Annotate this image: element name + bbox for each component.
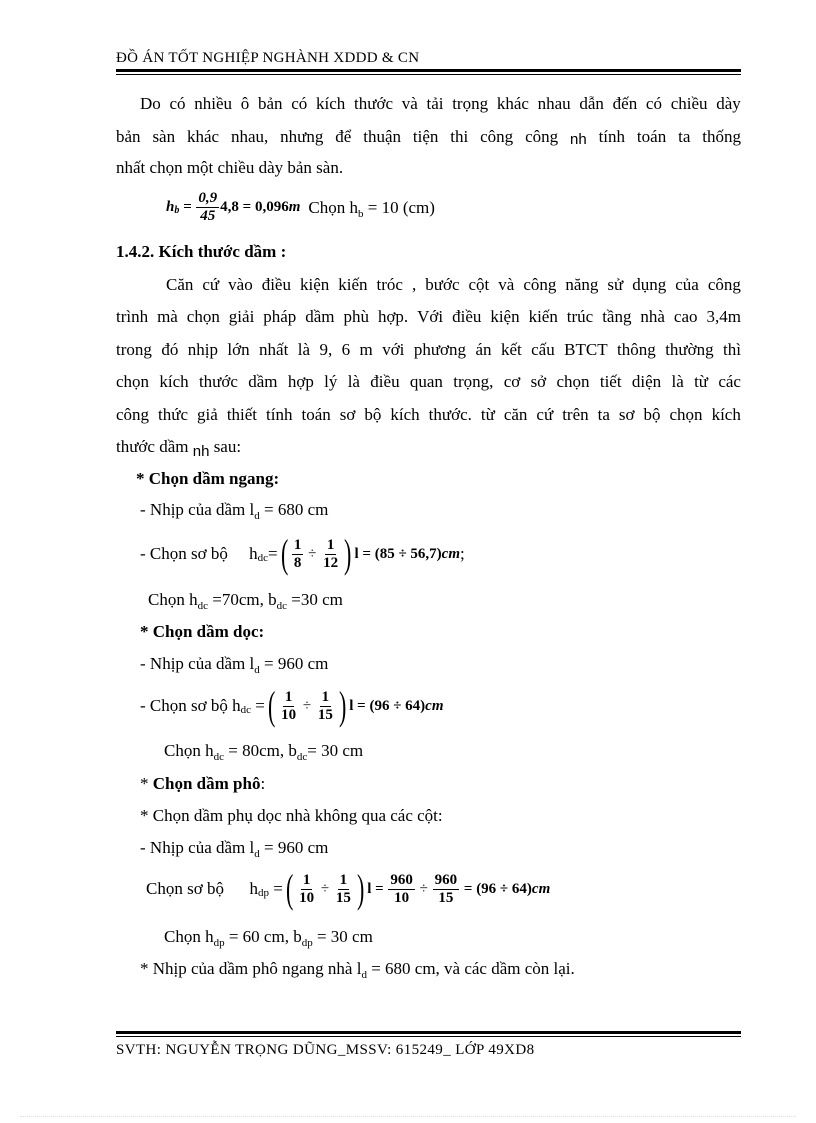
pho-heading: * Chọn dầm phô:	[140, 774, 266, 793]
beam-line-4	[116, 372, 741, 392]
beam-line-6: thước dầm nh sau:	[116, 437, 242, 460]
word: chọn	[556, 372, 590, 391]
word: Căn	[166, 275, 194, 294]
word: ta	[597, 405, 610, 424]
word: và	[498, 275, 515, 294]
word: trọng,	[453, 372, 494, 391]
word: công	[523, 275, 557, 294]
word: có	[291, 94, 308, 113]
word: cột	[468, 275, 490, 294]
word: thiết	[226, 405, 258, 424]
word: công	[480, 127, 514, 146]
doc-formula: - Chọn sơ bộ h dc = ( $\frac{1}{10}$ ÷ $\frac{1}{15}$ ) l = (96 ÷ 64) cm	[140, 683, 444, 728]
word: phù	[343, 307, 369, 326]
word: điều	[452, 307, 482, 326]
word: công	[707, 275, 741, 294]
word: chọn	[186, 307, 220, 326]
word: tính	[598, 127, 626, 146]
word: thường	[665, 340, 714, 359]
section-heading: 1.4.2. Kích thước dầm :	[116, 242, 287, 261]
word: căn	[503, 405, 528, 424]
intro-line-1	[140, 94, 741, 114]
word: 3,4m	[706, 307, 741, 326]
word: bộ	[364, 405, 382, 424]
word: sử	[607, 275, 624, 294]
word: trên	[562, 405, 589, 424]
word: 9,	[319, 340, 333, 359]
word: dầm	[305, 307, 335, 326]
doc-span: - Nhịp của dầm $l_d = 960$ cm	[140, 654, 329, 676]
footer-rule-thick	[116, 1031, 741, 1034]
word: thông	[617, 340, 656, 359]
beam-line-2	[116, 307, 741, 327]
word: cơ	[503, 372, 521, 391]
slab-formula-expression: h b = $\frac{0,9}{45}$ 4,8 = 0,096 m	[166, 190, 301, 224]
word: thước	[354, 94, 393, 113]
word: các	[718, 372, 741, 391]
word: dày	[716, 94, 741, 113]
word: có	[169, 94, 186, 113]
word: cứ	[202, 275, 220, 294]
word: bản	[116, 127, 141, 146]
word: trình	[116, 307, 149, 326]
doc-expression: ( $\frac{1}{10}$ ÷ $\frac{1}{15}$ ) l = (96 ÷ 64) cm	[267, 683, 444, 728]
word: ô	[240, 94, 250, 113]
pho-expression: ( $\frac{1}{10}$ ÷ $\frac{1}{15}$ ) l = $\frac{960}{10}$ ÷ $\frac{960}{15}$ = (96 ÷ 64) cm	[285, 866, 551, 911]
word: pháp	[263, 307, 297, 326]
word: cứ	[536, 405, 554, 424]
word: sơ	[339, 405, 356, 424]
word: tầng	[602, 307, 632, 326]
word: đó	[161, 340, 179, 359]
word: chọn	[669, 405, 703, 424]
word: nhau,	[230, 127, 269, 146]
word: thuận	[363, 127, 401, 146]
word: bản	[257, 94, 283, 113]
page-header: ĐỒ ÁN TỐT NGHIỆP NGHÀNH XDDD & CN	[116, 50, 420, 66]
word: năng	[565, 275, 599, 294]
pho-subheading: * Chọn dầm phụ dọc nhà không qua các cột:	[140, 806, 443, 825]
word: dầm	[248, 372, 278, 391]
intro-line-3: nhất chọn một chiều dày bản sàn.	[116, 158, 344, 177]
ngang-formula: - Chọn sơ bộ h dc = ( $\frac{1}{8}$ ÷ $\frac{1}{12}$ ) l = (85 ÷ 56,7) cm ;	[140, 531, 465, 576]
word: điều	[370, 372, 400, 391]
page-footer: SVTH: NGUYỄN TRỌNG DŨNG_MSSV: 615249_ LỚP 49XD8	[116, 1042, 535, 1058]
word: có	[645, 94, 662, 113]
word: kích	[316, 94, 346, 113]
word: thức	[158, 405, 189, 424]
word: toán	[301, 405, 331, 424]
header-rule-thick	[116, 69, 741, 72]
word: nh	[570, 131, 587, 148]
word: dụng	[632, 275, 667, 294]
word: kích	[390, 405, 420, 424]
word: lý	[324, 372, 338, 391]
word: án	[475, 340, 492, 359]
word: 6	[341, 340, 351, 359]
word: tróc	[376, 275, 403, 294]
word: tiện	[412, 127, 439, 146]
word: là	[297, 340, 311, 359]
word: dẫn	[579, 94, 604, 113]
beam-line-5	[116, 405, 741, 425]
word: sơ	[618, 405, 635, 424]
pho-span: - Nhịp của dầm $l_d = 960$ cm	[140, 838, 329, 860]
word: giải	[228, 307, 255, 326]
word: là	[671, 372, 684, 391]
slab-formula	[166, 190, 435, 225]
word: nhịp	[187, 340, 218, 359]
word: Với	[417, 307, 444, 326]
word: bộ	[643, 405, 661, 424]
word: phương	[413, 340, 467, 359]
word: kích	[711, 405, 741, 424]
word: nhất	[259, 340, 289, 359]
word: thước	[198, 372, 238, 391]
word: trọng	[452, 94, 489, 113]
word: tiết	[599, 372, 622, 391]
pho-formula: Chọn sơ bộ h dp = ( $\frac{1}{10}$ ÷ $\frac{1}{15}$ ) l = $\frac{960}{10}$ ÷ $\frac{960}{15}$ = (96 ÷ 64) cm	[146, 866, 551, 911]
word: thước.	[428, 405, 472, 424]
ngang-choice: Chọn $h_{dc} =70cm$, $b_{dc} =30$ cm	[148, 590, 343, 612]
word: sở	[530, 372, 547, 391]
word: kiện	[490, 307, 520, 326]
word: diện	[631, 372, 662, 391]
pho-choice: Chọn $h_{dp} = 60$ cm, $b_{dp} = 30$ cm	[164, 927, 373, 949]
word: toán	[636, 127, 667, 146]
beam-line-3	[116, 340, 741, 360]
word: vào	[228, 275, 253, 294]
word: tải	[426, 94, 444, 113]
slab-choice: Chọn $h_b = 10$ (cm)	[308, 197, 435, 220]
word: mà	[157, 307, 178, 326]
footer-rule-thin	[116, 1036, 741, 1037]
word: hợp	[287, 372, 314, 391]
word: kiện	[299, 275, 330, 294]
word: trúc	[566, 307, 594, 326]
word: giả	[197, 405, 218, 424]
word: BTCT	[564, 340, 608, 359]
ngang-span: - Nhịp của dầm $l_d = 680$ cm	[140, 500, 329, 522]
ngang-expression: ( $\frac{1}{8}$ ÷ $\frac{1}{12}$ ) l = (85 ÷ 56,7) cm	[280, 531, 460, 576]
word: đến	[612, 94, 638, 113]
page-bottom-dots	[20, 1116, 796, 1117]
word: là	[347, 372, 360, 391]
word: công	[116, 405, 150, 424]
word: cấu	[531, 340, 555, 359]
word: lớn	[227, 340, 250, 359]
word: hợp.	[377, 307, 409, 326]
word: ta	[678, 127, 691, 146]
word: cao	[673, 307, 698, 326]
word: khác	[496, 94, 529, 113]
word: công	[525, 127, 559, 146]
pho-last-line: * Nhịp của dầm phô ngang nhà $l_d = 680$ cm, và các dầm còn lại.	[140, 959, 575, 981]
word: điều	[261, 275, 291, 294]
word: thống	[702, 127, 741, 146]
word: và	[401, 94, 418, 113]
word: để	[335, 127, 352, 146]
word: kiến	[528, 307, 558, 326]
word: khác	[187, 127, 220, 146]
word: Do	[140, 94, 161, 113]
word: thì	[723, 340, 741, 359]
header-rule-thin	[116, 74, 741, 75]
intro-line-2	[116, 127, 741, 147]
word: từ	[694, 372, 708, 391]
word: m	[359, 340, 373, 359]
word: với	[382, 340, 405, 359]
word: nhà	[640, 307, 665, 326]
word: kiến	[338, 275, 368, 294]
word: nhau	[537, 94, 571, 113]
word: của	[675, 275, 699, 294]
word: chọn	[116, 372, 150, 391]
beam-line-1	[166, 275, 741, 295]
word: thi	[450, 127, 469, 146]
word: kết	[500, 340, 522, 359]
doc-choice: Chọn $h_{dc} = 80cm$, $b_{dc}= 30$ cm	[164, 741, 364, 763]
word: tính	[266, 405, 293, 424]
word: nhiều	[194, 94, 233, 113]
word: sàn	[152, 127, 176, 146]
word: chiều	[670, 94, 708, 113]
word: quan	[409, 372, 443, 391]
word: nhưng	[280, 127, 324, 146]
word: bước	[425, 275, 460, 294]
ngang-heading: * Chọn dầm ngang:	[136, 469, 280, 488]
word: trong	[116, 340, 152, 359]
word: ,	[411, 275, 417, 294]
doc-heading: * Chọn dầm dọc:	[140, 622, 265, 641]
word: từ	[480, 405, 495, 424]
word: kích	[159, 372, 189, 391]
